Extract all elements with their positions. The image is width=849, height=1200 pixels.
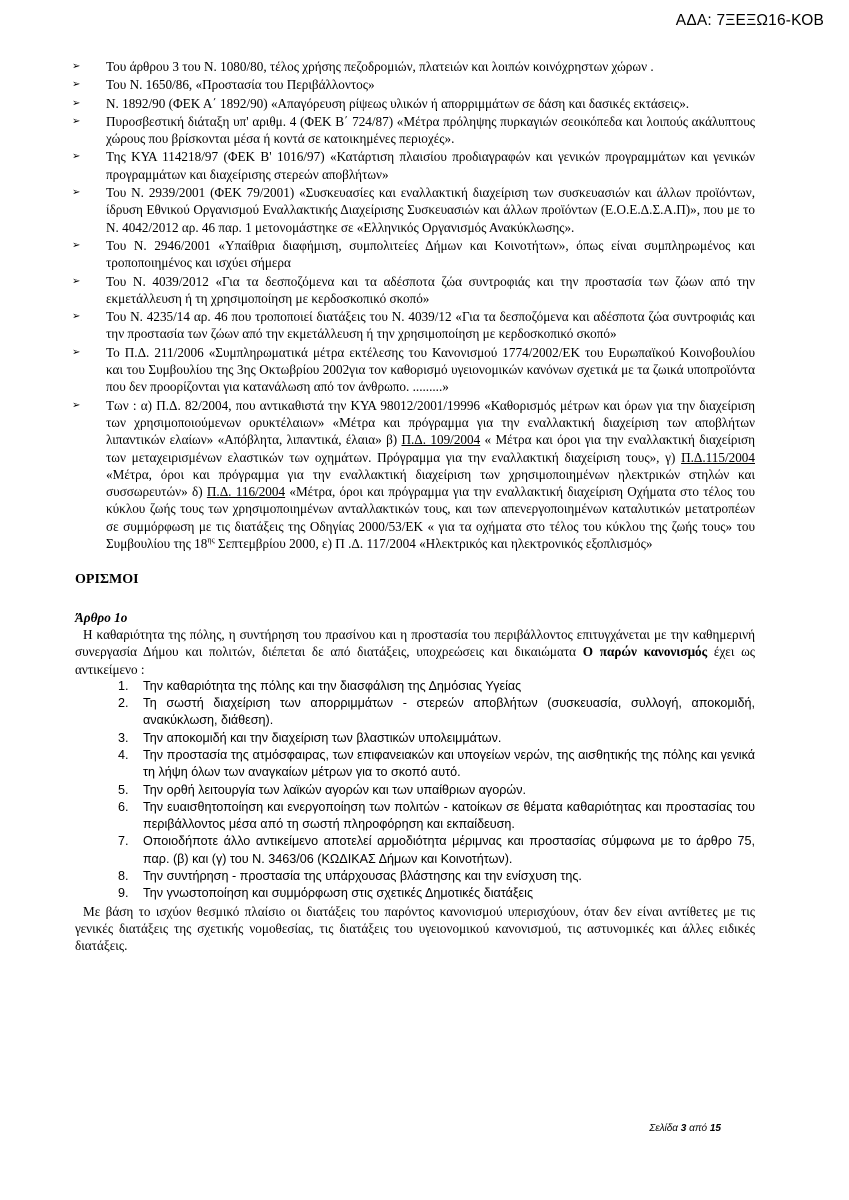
- arrow-bullet-icon: ➢: [72, 346, 81, 358]
- total-pages-number: 15: [709, 1123, 721, 1134]
- list-item: ➢ Του Ν. 2939/2001 (ΦΕΚ 79/2001) «Συσκευασίες και εναλλακτική διαχείριση των συσκευασιών και άλλων προϊόντων, ίδρυση Εθνικού Οργανισμού Εναλλακτικής Διαχείρισης Συσκευασιών και άλλων προϊόντων (Ε.Ο.Ε.Δ.Σ.Α.Π)», που με το Ν. 4042/2012 αρ. 46 παρ. 1 μετονομάστηκε σε «Ελληνικός Οργανισμός Ανακύκλωσης».: [72, 185, 755, 235]
- list-item: ➢ Πυροσβεστική διάταξη υπ' αριθμ. 4 (ΦΕΚ Β΄ 724/87) «Μέτρα πρόληψης πυρκαγιών σεοικόπεδα και λοιπούς ακάλυπτους χώρους που βρίσκονται μέσα ή κοντά σε κατοικημένες περιοχές».: [72, 113, 755, 147]
- pd-109-2004-ref: Π.Δ. 109/2004: [401, 432, 481, 448]
- arrow-bullet-icon: ➢: [72, 187, 81, 199]
- pd-115-2004-ref: Π.Δ.115/2004: [681, 449, 755, 465]
- list-item: 3. Την αποκομιδή και την διαχείριση των βλαστικών υπολειμμάτων.: [118, 730, 502, 745]
- list-item: 2. Τη σωστή διαχείριση των απορριμμάτων - στερεών αποβλήτων (συσκευασία, συλλογή, αποκομιδή, ανακύκλωση, διάθεση).: [118, 696, 755, 728]
- objectives-list: [75, 678, 755, 903]
- list-item: ➢ Των : α) Π.Δ. 82/2004, που αντικαθιστά την ΚΥΑ 98012/2001/19996 «Καθορισμός μέτρων και όρων για την διαχείριση των χρησιμοποιούμενων ορυκτέλαιων» «Μέτρα και πρόγραμμα για την εναλλακτική διαχείριση των αποβλήτων λιπαντικών ελαίων» «Απόβλητα, λιπαντικά, έλαια» β) Π.Δ. 109/2004 « Μέτρα και όροι για την εναλλακτική διαχείριση των μεταχειρισμένων ελαστικών των οχημάτων. Πρόγραμμα για την εναλλακτική διαχείριση τους», γ) Π.Δ.115/2004 «Μέτρα, όροι και πρόγραμμα για την εναλλακτική διαχείριση των χρησιμοποιημένων ηλεκτρικών στηλών και συσσωρευτών» δ) Π.Δ. 116/2004 «Μέτρα, όροι και πρόγραμμα για την εναλλακτική διαχείριση Οχήματα στο τέλος του κύκλου ζωής τους των χρησιμοποιημένων ανταλλακτικών τους, και των απενεργοποιημένων καταλυτικών μετατροπέων σε συμμόρφωση με τις διατάξεις της Οδηγίας 2000/53/ΕΚ « για τα οχήματα στο τέλος του κύκλου της ζωής τους» του Συμβουλίου της $18^{\eta\varsigma}$ Σεπτεμβρίου 2000, ε) Π .Δ. 117/2004 «Ηλεκτρικός και ηλεκτρονικός εξοπλισμός»: [72, 397, 756, 552]
- page-footer: Σελίδα 3 από 15: [649, 1123, 721, 1134]
- list-item: 5. Την ορθή λειτουργία των λαϊκών αγορών και των υπαίθριων αγορών.: [118, 782, 527, 797]
- arrow-bullet-icon: ➢: [72, 399, 81, 411]
- regulation-name: Ο παρών κανονισμός: [582, 644, 708, 660]
- article-title: Άρθρο 1ο: [75, 609, 128, 625]
- list-item: ➢ Του Ν. 4235/14 αρ. 46 που τροποποιεί διατάξεις του Ν. 4039/12 «Για τα δεσποζόμενα και αδέσποτα ζώα συντροφιάς και την προστασία των ζώων από την εκμετάλλευση ή την χρησιμοποίηση με κερδοσκοπικό σκοπό»: [72, 309, 755, 342]
- legislation-list: [72, 58, 756, 552]
- list-item: ➢ Της ΚΥΑ 114218/97 (ΦΕΚ Β' 1016/97) «Κατάρτιση πλαισίου προδιαγραφών και γενικών προγραμμάτων και γενικών προγραμμάτων και διαχείρισης στερεών αποβλήτων»: [72, 149, 755, 182]
- list-item: ➢ Το Π.Δ. 211/2006 «Συμπληρωματικά μέτρα εκτέλεσης του Κανονισμού 1774/2002/ΕΚ του Ευρωπαϊκού Κοινοβουλίου και του Συμβουλίου της 3ης Οκτωβρίου 2002για τον καθορισμό υγειονομικών κανόνων σχετικά με τα ζωικά υποπροϊόντα που δεν προορίζονται για κατανάλωση από τον άνθρωπο. .........»: [72, 344, 755, 395]
- section-title: ΟΡΙΣΜΟΙ: [75, 572, 139, 588]
- list-item: 8. Την συντήρηση - προστασία της υπάρχουσας βλάστησης και την ενίσχυση της.: [118, 869, 582, 884]
- list-item: 7. Οποιοδήποτε άλλο αντικείμενο αποτελεί αρμοδιότητα μέριμνας και προστασίας σύμφωνα με το άρθρο 75, παρ. (β) και (γ) του Ν. 3463/06 (ΚΩΔΙΚΑΣ Δήμων και Κοινοτήτων).: [118, 834, 755, 866]
- document-body: [72, 58, 756, 955]
- ada-code: ΑΔΑ: 7ΞΕΞΩ16-ΚΟΒ: [675, 12, 824, 29]
- list-item: 9. Την γνωστοποίηση και συμμόρφωση στις σχετικές Δημοτικές διατάξεις: [118, 886, 534, 901]
- arrow-bullet-icon: ➢: [72, 61, 81, 72]
- ordinal-suffix: ης: [207, 535, 215, 545]
- list-item: 6. Την ευαισθητοποίηση και ενεργοποίηση των πολιτών - κατοίκων σε θέματα καθαριότητας και προστασίας του περιβάλλοντος μέσα από τη σωστή πληροφόρηση και εκπαίδευση.: [118, 799, 755, 832]
- list-item: ➢ Του άρθρου 3 του Ν. 1080/80, τέλος χρήσης πεζοδρομιών, πλατειών και λοιπών κοινόχρηστων χώρων .: [72, 59, 654, 74]
- intro-paragraph: Η καθαριότητα της πόλης, η συντήρηση του πρασίνου και η προστασία του περιβάλλοντος επιτυγχάνεται με την καθημερινή συνεργασία Δήμου και πολιτών, διέπεται δε από διατάξεις, υποχρεώσεις και δικαιώματα Ο παρών κανονισμός έχει ως αντικείμενο :: [75, 626, 755, 677]
- arrow-bullet-icon: ➢: [72, 275, 81, 287]
- arrow-bullet-icon: ➢: [72, 151, 81, 163]
- list-item: ➢ Του Ν. 2946/2001 «Υπαίθρια διαφήμιση, συμπολιτείες Δήμων και Κοινοτήτων», όπως είναι συμπληρωμένος και τροποποιημένος και ισχύει σήμερα: [72, 237, 755, 271]
- closing-paragraph: Με βάση το ισχύον θεσμικό πλαίσιο οι διατάξεις του παρόντος κανονισμού υπερισχύουν, όταν δεν είναι αντίθετες με τις γενικές διατάξεις της σχετικής νομοθεσίας, τις διατάξεις του υγειονομικού κανονισμού, τις αστυνομικές και άλλες ειδικές διατάξεις.: [75, 903, 755, 954]
- arrow-bullet-icon: ➢: [72, 311, 81, 323]
- current-page-number: 3: [680, 1123, 687, 1134]
- list-item: ➢ Του Ν. 1650/86, «Προστασία του Περιβάλλοντος»: [72, 77, 375, 93]
- arrow-bullet-icon: ➢: [72, 79, 81, 91]
- list-item: 1. Την καθαριότητα της πόλης και την διασφάλιση της Δημόσιας Υγείας: [118, 678, 522, 693]
- pd-116-2004-ref: Π.Δ. 116/2004: [206, 484, 286, 500]
- list-item: 4. Την προστασία της ατμόσφαιρας, των επιφανειακών και υπογείων νερών, της αισθητικής της πόλης και γενικά τη λήψη όλων των αναγκαίων μέτρων για το σκοπό αυτό.: [118, 747, 755, 780]
- list-item: ➢ Ν. 1892/90 (ΦΕΚ Α΄ 1892/90) «Απαγόρευση ρίψεως υλικών ή απορριμμάτων σε δάση και δασικές εκτάσεις».: [72, 95, 690, 111]
- arrow-bullet-icon: ➢: [72, 97, 81, 109]
- arrow-bullet-icon: ➢: [72, 115, 81, 127]
- arrow-bullet-icon: ➢: [72, 239, 81, 251]
- list-item: ➢ Του Ν. 4039/2012 «Για τα δεσποζόμενα και τα αδέσποτα ζώα συντροφιάς και την προστασία των ζώων από την εκμετάλλευση ή τη χρησιμοποίηση με κερδοσκοπικό σκοπό»: [72, 273, 755, 306]
